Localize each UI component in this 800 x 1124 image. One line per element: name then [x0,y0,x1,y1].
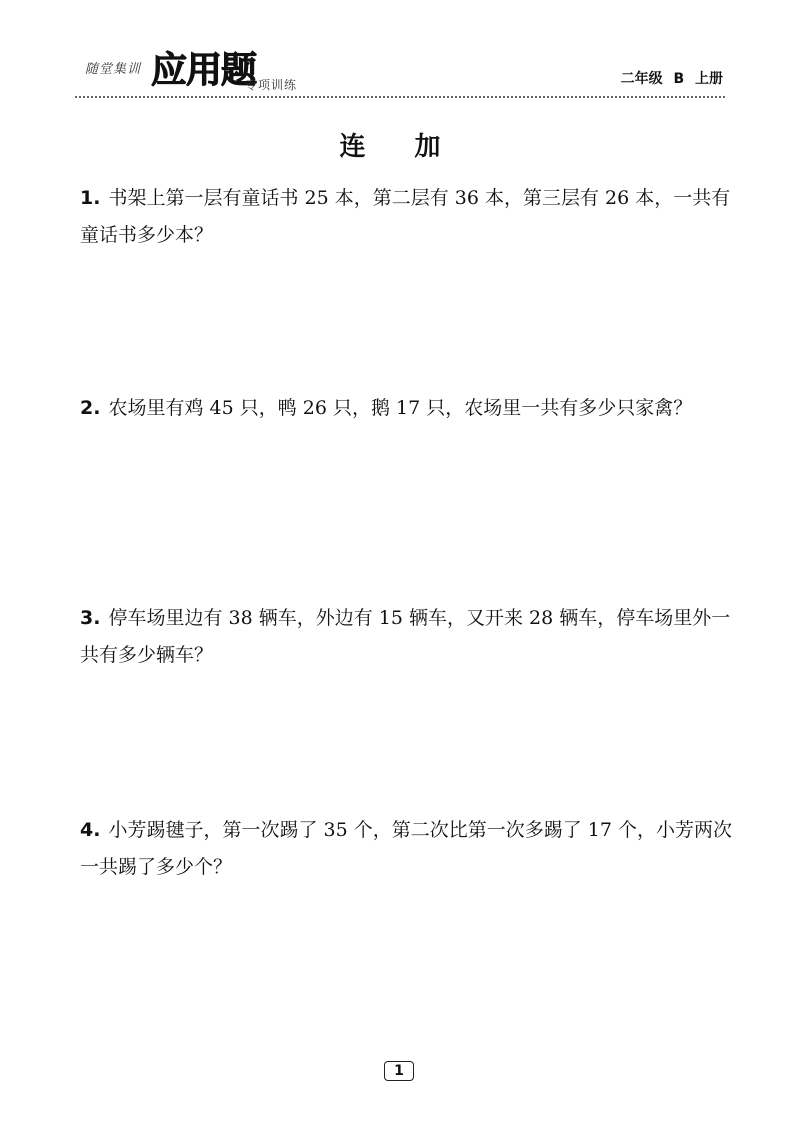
question-number: 2. [80,397,101,419]
brand-subtitle: 专项训练 [245,78,298,92]
question-number: 1. [80,187,101,209]
brand-title: 应用题 [151,50,257,91]
question-text: 停车场里边有 38 辆车，外边有 15 辆车，又开来 28 辆车，停车场里外一共有多少辆车？ [80,607,731,666]
question-1 [80,180,732,254]
page-title: 连 加 [339,132,461,162]
header-divider [75,96,725,98]
question-3 [80,600,732,674]
page-number: 1 [384,1061,414,1081]
question-text: 书架上第一层有童话书 25 本，第二层有 36 本，第三层有 26 本，一共有童话书多少本？ [80,187,731,246]
question-number: 3. [80,607,101,629]
question-4 [80,812,732,886]
question-text: 农场里有鸡 45 只，鸭 26 只，鹅 17 只，农场里一共有多少只家禽？ [108,397,693,419]
brand-prefix: 随堂集训 [85,62,142,77]
question-text: 小芳踢毽子，第一次踢了 35 个，第二次比第一次多踢了 17 个，小芳两次一共踢了多少个？ [80,819,732,878]
page-header [75,38,725,98]
grade-label: 二年级 B 上册 [620,71,723,87]
question-2 [80,390,732,427]
question-number: 4. [80,819,101,841]
